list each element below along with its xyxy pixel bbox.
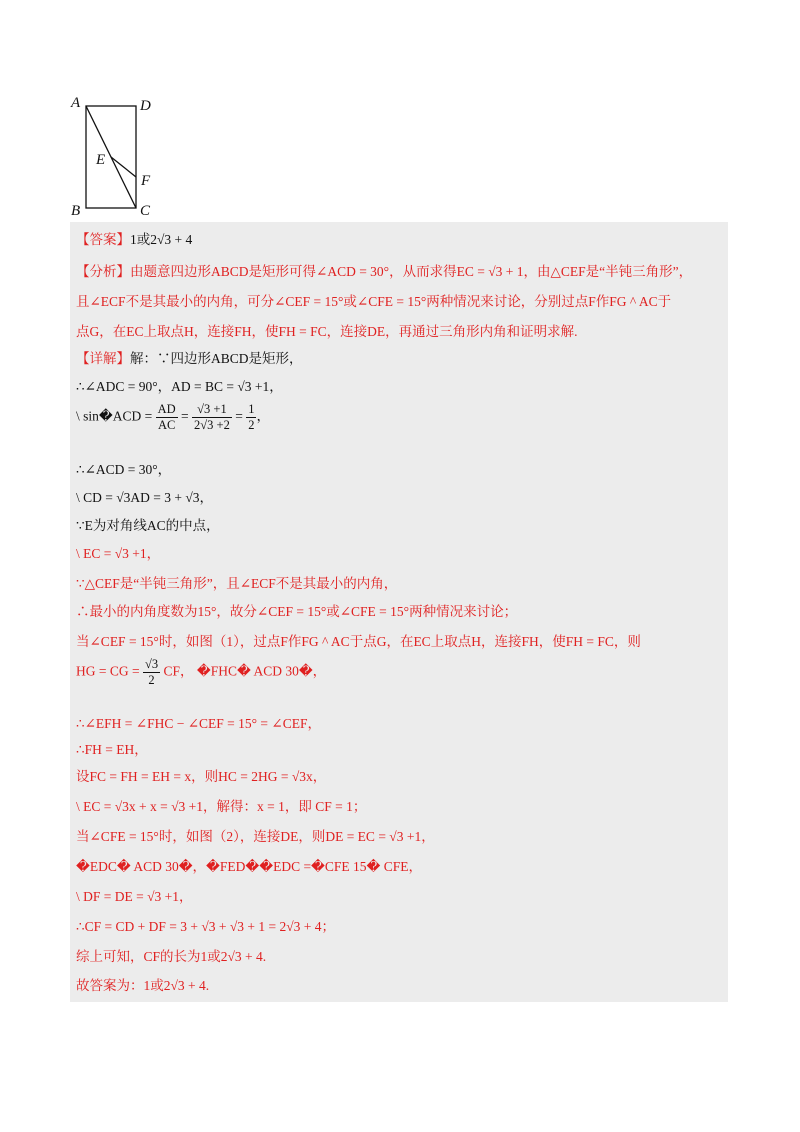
frac3-den: 2 [248,418,255,432]
detail-line-9: ∴最小的内角度数为15°，故分∠CEF = 15°或∠CFE = 15°两种情况来讨论； [76,604,518,619]
sin-acd-label: \ sin�ACD = [76,408,153,424]
answer-value: 1或2√3 + 4 [130,232,193,247]
detail-line-17: �EDC� ACD 30�，�FED��EDC =�CFE 15� CFE， [76,859,423,874]
frac4-den: 2 [148,673,155,687]
frac1-den: AC [157,418,176,432]
geometry-diagram [68,94,168,218]
analysis-line-2: 且∠ECF不是其最小的内角，可分∠CEF = 15°或∠CFE = 15°两种情况来讨论，分别过点F作FG ^ AC于 [76,294,672,309]
detail-text-1: 解：∵四边形ABCD是矩形， [130,351,303,366]
detail-line-10: 当∠CEF = 15°时，如图（1），过点F作FG ^ AC于点G，在EC上取点H，连接FH，使FH = FC，则 [76,634,641,649]
label-e: E [96,152,106,168]
frac2-num: √3 +1 [192,402,232,418]
detail-line-20: 综上可知，CF的长为1或2√3 + 4. [76,949,267,964]
frac1-num: AD [157,402,176,416]
detail-line-13: ∴FH = EH， [76,742,148,757]
analysis-line-1 [76,260,692,280]
hg-cg-label: HG = CG = [76,663,140,679]
detail-line-7: \ EC = √3 +1， [76,546,161,561]
frac4-num: √3 [144,657,159,671]
analysis-text-1: 由题意四边形ABCD是矩形可得∠ACD = 30°，从而求得EC = √3 + 1，由△CEF是“半钝三角形”， [130,264,693,279]
label-d: D [140,98,151,114]
detail-line-11 [76,657,326,688]
hg-cg-rest: CF， �FHC� ACD 30�， [163,663,327,679]
analysis-tag: 【分析】 [76,264,130,279]
label-b: B [71,203,81,218]
detail-line-2: ∴∠ADC = 90°，AD = BC = √3 +1， [76,379,283,394]
solution-panel [70,222,728,1002]
label-a: A [71,95,81,111]
detail-line-21: 故答案为：1或2√3 + 4. [76,978,210,993]
detail-line-1 [76,347,303,367]
detail-line-5: \ CD = √3AD = 3 + √3， [76,490,214,505]
frac2-den: 2√3 +2 [194,418,230,432]
detail-line-8: ∵△CEF是“半钝三角形”，且∠ECF不是其最小的内角， [76,576,398,591]
fraction-sqrt3-2 [143,657,160,688]
detail-line-15: \ EC = √3x + x = √3 +1，解得：x = 1，即 CF = 1； [76,799,367,814]
segment-ef [111,157,136,177]
detail-tag: 【详解】 [76,351,130,366]
detail-line-6: ∵E为对角线AC的中点， [76,518,220,533]
detail-line-3: \ sin�ACD = $\frac{AD}{AC}$ = $\frac{√3 +1}{2√3 +2}$ = $\frac{1}{2}$ ， [76,402,270,432]
fraction-ad-ac [156,402,178,433]
frac3-num: 1 [248,402,255,416]
detail-line-16: 当∠CFE = 15°时，如图（2），连接DE，则DE = EC = √3 +1， [76,829,435,844]
fraction-half [246,402,256,433]
detail-line-4: ∴∠ACD = 30°， [76,462,172,477]
analysis-line-3: 点G，在EC上取点H，连接FH，使FH = FC，连接DE，再通过三角形内角和证明求解. [76,324,578,339]
fraction-sqrt [192,402,232,433]
detail-line-19: ∴CF = CD + DF = 3 + √3 + √3 + 1 = 2√3 + 4； [76,919,335,934]
detail-line-12: ∴∠EFH = ∠FHC − ∠CEF = 15° = ∠CEF， [76,716,321,731]
rectangle-figure [68,94,168,218]
detail-line-14: 设FC = FH = EH = x，则HC = 2HG = √3x， [76,769,327,784]
answer-tag: 【答案】 [76,232,130,247]
answer-line [76,228,192,248]
label-f: F [141,173,151,189]
detail-line-18: \ DF = DE = √3 +1， [76,889,193,904]
label-c: C [140,203,151,218]
